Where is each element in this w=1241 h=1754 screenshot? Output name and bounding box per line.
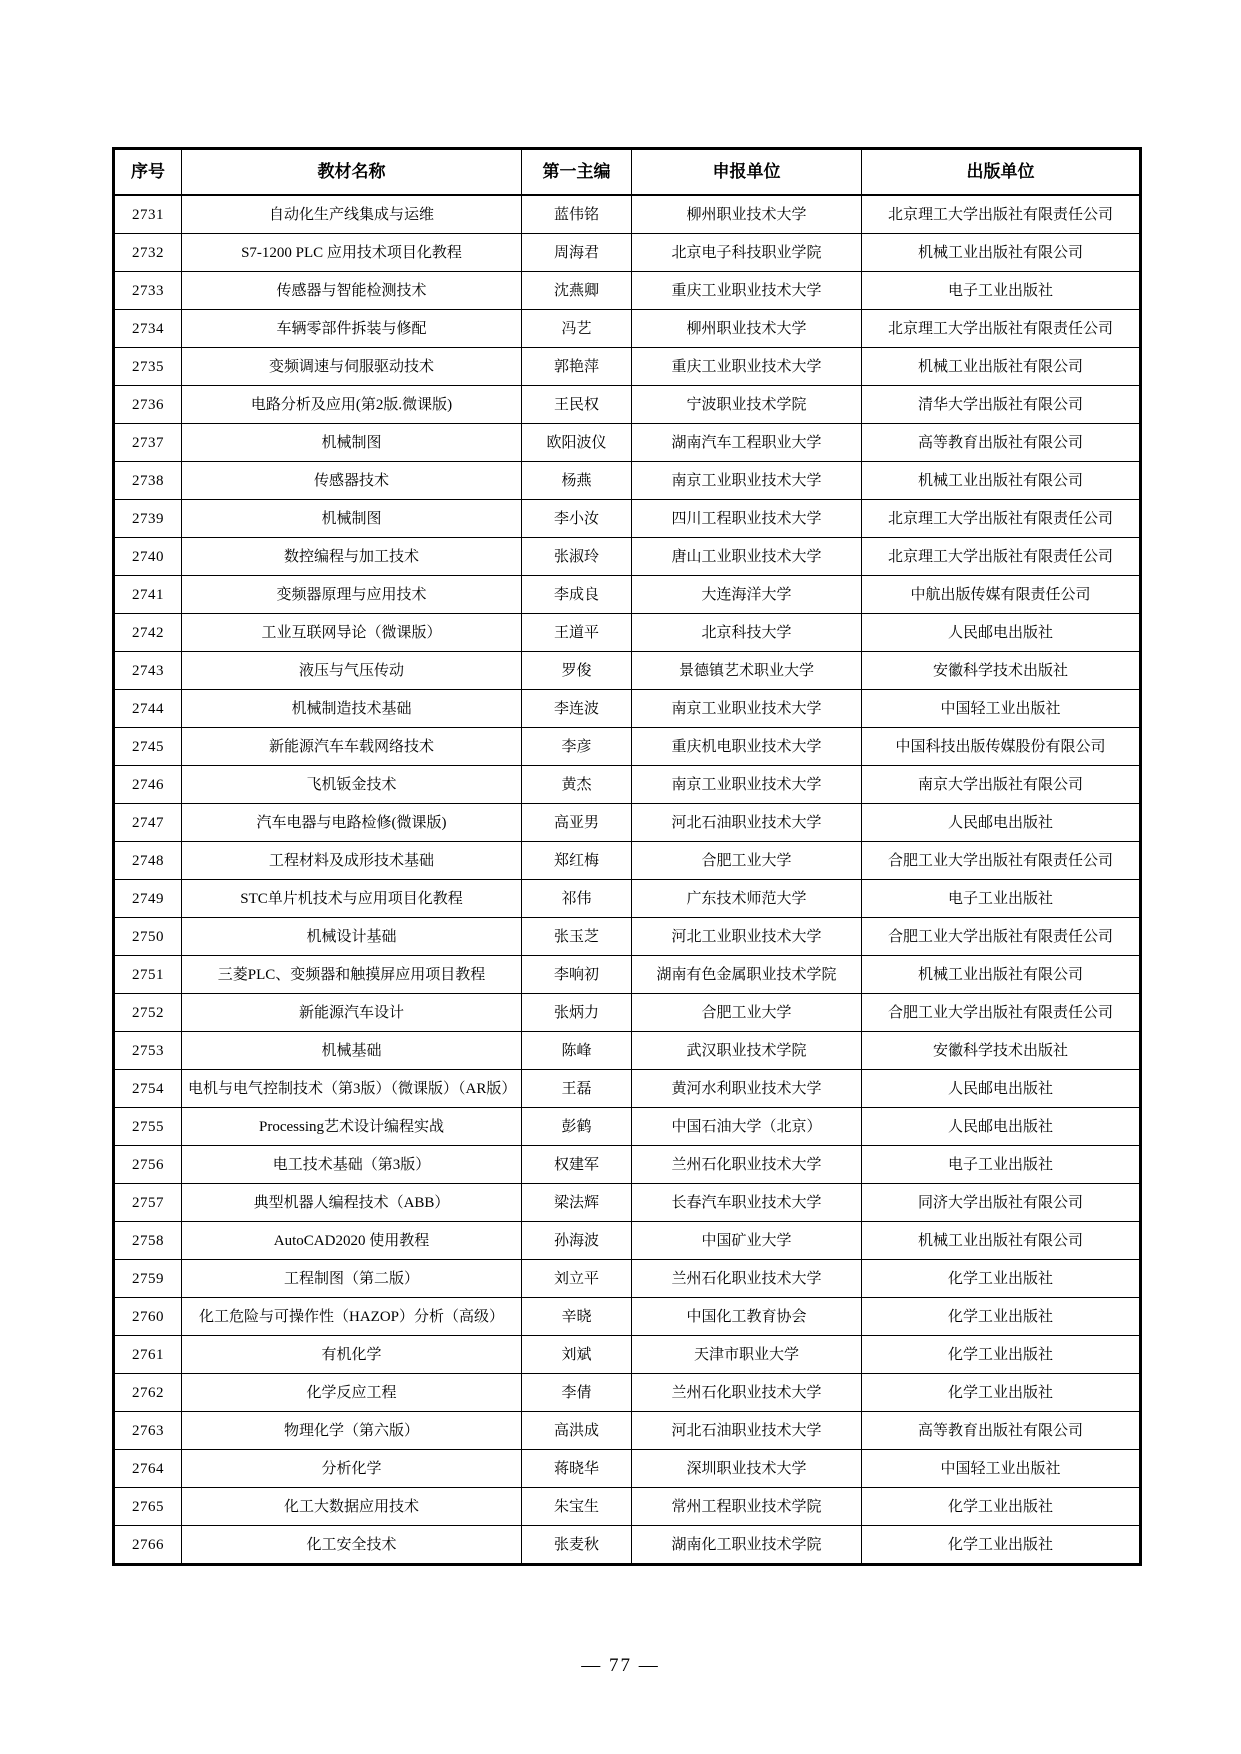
cell-publisher-unit: 中国轻工业出版社 — [862, 1450, 1141, 1488]
cell-first-editor: 蒋晓华 — [522, 1450, 632, 1488]
cell-textbook-name: 传感器与智能检测技术 — [182, 272, 522, 310]
table-row — [114, 500, 1141, 538]
cell-serial-number: 2766 — [114, 1526, 182, 1565]
cell-applicant-unit: 重庆机电职业技术大学 — [632, 728, 862, 766]
table-row — [114, 1298, 1141, 1336]
cell-serial-number: 2756 — [114, 1146, 182, 1184]
table-row — [114, 272, 1141, 310]
column-header-applicant-unit: 申报单位 — [632, 149, 862, 196]
cell-serial-number: 2751 — [114, 956, 182, 994]
cell-serial-number: 2753 — [114, 1032, 182, 1070]
cell-applicant-unit: 大连海洋大学 — [632, 576, 862, 614]
cell-first-editor: 刘立平 — [522, 1260, 632, 1298]
cell-applicant-unit: 湖南化工职业技术学院 — [632, 1526, 862, 1565]
cell-applicant-unit: 柳州职业技术大学 — [632, 310, 862, 348]
table-row — [114, 918, 1141, 956]
cell-publisher-unit: 化学工业出版社 — [862, 1526, 1141, 1565]
cell-serial-number: 2731 — [114, 195, 182, 234]
cell-first-editor: 张麦秋 — [522, 1526, 632, 1565]
cell-first-editor: 欧阳波仪 — [522, 424, 632, 462]
cell-applicant-unit: 河北工业职业技术大学 — [632, 918, 862, 956]
cell-applicant-unit: 北京电子科技职业学院 — [632, 234, 862, 272]
cell-publisher-unit: 北京理工大学出版社有限责任公司 — [862, 310, 1141, 348]
cell-serial-number: 2752 — [114, 994, 182, 1032]
cell-publisher-unit: 人民邮电出版社 — [862, 804, 1141, 842]
cell-textbook-name: 液压与气压传动 — [182, 652, 522, 690]
cell-publisher-unit: 化学工业出版社 — [862, 1488, 1141, 1526]
cell-applicant-unit: 湖南有色金属职业技术学院 — [632, 956, 862, 994]
table-row — [114, 310, 1141, 348]
cell-first-editor: 李小汝 — [522, 500, 632, 538]
cell-textbook-name: 化工大数据应用技术 — [182, 1488, 522, 1526]
cell-serial-number: 2742 — [114, 614, 182, 652]
cell-first-editor: 黄杰 — [522, 766, 632, 804]
table-row — [114, 234, 1141, 272]
cell-serial-number: 2757 — [114, 1184, 182, 1222]
cell-publisher-unit: 北京理工大学出版社有限责任公司 — [862, 500, 1141, 538]
cell-textbook-name: STC单片机技术与应用项目化教程 — [182, 880, 522, 918]
cell-first-editor: 张淑玲 — [522, 538, 632, 576]
cell-textbook-name: 化工危险与可操作性（HAZOP）分析（高级） — [182, 1298, 522, 1336]
cell-applicant-unit: 中国矿业大学 — [632, 1222, 862, 1260]
cell-serial-number: 2744 — [114, 690, 182, 728]
cell-serial-number: 2762 — [114, 1374, 182, 1412]
cell-first-editor: 王磊 — [522, 1070, 632, 1108]
cell-publisher-unit: 机械工业出版社有限公司 — [862, 956, 1141, 994]
cell-applicant-unit: 河北石油职业技术大学 — [632, 1412, 862, 1450]
table-row — [114, 1108, 1141, 1146]
table-header — [114, 149, 1141, 196]
cell-publisher-unit: 人民邮电出版社 — [862, 1108, 1141, 1146]
table-row — [114, 1222, 1141, 1260]
cell-publisher-unit: 高等教育出版社有限公司 — [862, 424, 1141, 462]
cell-publisher-unit: 机械工业出版社有限公司 — [862, 462, 1141, 500]
cell-applicant-unit: 兰州石化职业技术大学 — [632, 1146, 862, 1184]
cell-textbook-name: Processing艺术设计编程实战 — [182, 1108, 522, 1146]
page-number: — 77 — — [581, 1655, 660, 1676]
cell-serial-number: 2732 — [114, 234, 182, 272]
table-row — [114, 1374, 1141, 1412]
table-row — [114, 1488, 1141, 1526]
cell-textbook-name: 自动化生产线集成与运维 — [182, 195, 522, 234]
cell-textbook-name: 新能源汽车设计 — [182, 994, 522, 1032]
cell-textbook-name: 工程材料及成形技术基础 — [182, 842, 522, 880]
cell-textbook-name: 变频调速与伺服驱动技术 — [182, 348, 522, 386]
cell-textbook-name: 变频器原理与应用技术 — [182, 576, 522, 614]
table-row — [114, 195, 1141, 234]
cell-publisher-unit: 合肥工业大学出版社有限责任公司 — [862, 994, 1141, 1032]
cell-serial-number: 2748 — [114, 842, 182, 880]
column-header-first-editor: 第一主编 — [522, 149, 632, 196]
cell-textbook-name: 机械制图 — [182, 500, 522, 538]
table-row — [114, 1260, 1141, 1298]
cell-first-editor: 张玉芝 — [522, 918, 632, 956]
cell-first-editor: 孙海波 — [522, 1222, 632, 1260]
cell-publisher-unit: 北京理工大学出版社有限责任公司 — [862, 538, 1141, 576]
table-row — [114, 728, 1141, 766]
table-row — [114, 576, 1141, 614]
cell-textbook-name: 分析化学 — [182, 1450, 522, 1488]
cell-textbook-name: 传感器技术 — [182, 462, 522, 500]
cell-serial-number: 2761 — [114, 1336, 182, 1374]
cell-publisher-unit: 化学工业出版社 — [862, 1260, 1141, 1298]
table-row — [114, 462, 1141, 500]
cell-applicant-unit: 宁波职业技术学院 — [632, 386, 862, 424]
cell-applicant-unit: 柳州职业技术大学 — [632, 195, 862, 234]
table-row — [114, 348, 1141, 386]
cell-serial-number: 2764 — [114, 1450, 182, 1488]
table-row — [114, 652, 1141, 690]
cell-publisher-unit: 合肥工业大学出版社有限责任公司 — [862, 842, 1141, 880]
cell-textbook-name: 工程制图（第二版） — [182, 1260, 522, 1298]
cell-textbook-name: 飞机钣金技术 — [182, 766, 522, 804]
cell-first-editor: 梁法辉 — [522, 1184, 632, 1222]
cell-publisher-unit: 机械工业出版社有限公司 — [862, 1222, 1141, 1260]
cell-first-editor: 罗俊 — [522, 652, 632, 690]
cell-applicant-unit: 天津市职业大学 — [632, 1336, 862, 1374]
table-row — [114, 1526, 1141, 1565]
cell-serial-number: 2747 — [114, 804, 182, 842]
cell-textbook-name: 机械制造技术基础 — [182, 690, 522, 728]
cell-publisher-unit: 化学工业出版社 — [862, 1298, 1141, 1336]
cell-serial-number: 2746 — [114, 766, 182, 804]
cell-first-editor: 张炳力 — [522, 994, 632, 1032]
cell-applicant-unit: 四川工程职业技术大学 — [632, 500, 862, 538]
cell-applicant-unit: 中国石油大学（北京） — [632, 1108, 862, 1146]
cell-textbook-name: 电工技术基础（第3版） — [182, 1146, 522, 1184]
cell-first-editor: 冯艺 — [522, 310, 632, 348]
cell-serial-number: 2759 — [114, 1260, 182, 1298]
table-row — [114, 1146, 1141, 1184]
table-row — [114, 1032, 1141, 1070]
cell-applicant-unit: 兰州石化职业技术大学 — [632, 1374, 862, 1412]
cell-publisher-unit: 人民邮电出版社 — [862, 614, 1141, 652]
cell-serial-number: 2743 — [114, 652, 182, 690]
cell-textbook-name: 有机化学 — [182, 1336, 522, 1374]
cell-first-editor: 高亚男 — [522, 804, 632, 842]
cell-serial-number: 2758 — [114, 1222, 182, 1260]
cell-applicant-unit: 重庆工业职业技术大学 — [632, 272, 862, 310]
cell-publisher-unit: 合肥工业大学出版社有限责任公司 — [862, 918, 1141, 956]
cell-applicant-unit: 长春汽车职业技术大学 — [632, 1184, 862, 1222]
cell-serial-number: 2736 — [114, 386, 182, 424]
cell-publisher-unit: 北京理工大学出版社有限责任公司 — [862, 195, 1141, 234]
table-row — [114, 804, 1141, 842]
cell-first-editor: 彭鹤 — [522, 1108, 632, 1146]
cell-publisher-unit: 人民邮电出版社 — [862, 1070, 1141, 1108]
cell-publisher-unit: 安徽科学技术出版社 — [862, 652, 1141, 690]
cell-publisher-unit: 电子工业出版社 — [862, 1146, 1141, 1184]
column-header-serial: 序号 — [114, 149, 182, 196]
cell-first-editor: 权建军 — [522, 1146, 632, 1184]
cell-serial-number: 2750 — [114, 918, 182, 956]
cell-publisher-unit: 中国科技出版传媒股份有限公司 — [862, 728, 1141, 766]
cell-textbook-name: 电机与电气控制技术（第3版）（微课版）（AR版） — [182, 1070, 522, 1108]
cell-serial-number: 2737 — [114, 424, 182, 462]
cell-first-editor: 蓝伟铭 — [522, 195, 632, 234]
cell-publisher-unit: 电子工业出版社 — [862, 272, 1141, 310]
cell-first-editor: 李彦 — [522, 728, 632, 766]
cell-textbook-name: 车辆零部件拆装与修配 — [182, 310, 522, 348]
cell-serial-number: 2740 — [114, 538, 182, 576]
cell-textbook-name: 机械制图 — [182, 424, 522, 462]
cell-publisher-unit: 清华大学出版社有限公司 — [862, 386, 1141, 424]
column-header-textbook-name: 教材名称 — [182, 149, 522, 196]
cell-textbook-name: 三菱PLC、变频器和触摸屏应用项目教程 — [182, 956, 522, 994]
cell-applicant-unit: 重庆工业职业技术大学 — [632, 348, 862, 386]
cell-serial-number: 2765 — [114, 1488, 182, 1526]
cell-applicant-unit: 黄河水利职业技术大学 — [632, 1070, 862, 1108]
table-row — [114, 614, 1141, 652]
table-row — [114, 1450, 1141, 1488]
cell-applicant-unit: 南京工业职业技术大学 — [632, 766, 862, 804]
cell-serial-number: 2733 — [114, 272, 182, 310]
cell-serial-number: 2735 — [114, 348, 182, 386]
cell-serial-number: 2760 — [114, 1298, 182, 1336]
table-row — [114, 1336, 1141, 1374]
cell-textbook-name: 数控编程与加工技术 — [182, 538, 522, 576]
cell-first-editor: 李倩 — [522, 1374, 632, 1412]
cell-applicant-unit: 兰州石化职业技术大学 — [632, 1260, 862, 1298]
cell-publisher-unit: 化学工业出版社 — [862, 1374, 1141, 1412]
cell-publisher-unit: 电子工业出版社 — [862, 880, 1141, 918]
table-row — [114, 386, 1141, 424]
cell-textbook-name: S7-1200 PLC 应用技术项目化教程 — [182, 234, 522, 272]
cell-publisher-unit: 安徽科学技术出版社 — [862, 1032, 1141, 1070]
table-row — [114, 690, 1141, 728]
cell-first-editor: 王道平 — [522, 614, 632, 652]
cell-serial-number: 2754 — [114, 1070, 182, 1108]
table-row — [114, 424, 1141, 462]
cell-applicant-unit: 广东技术师范大学 — [632, 880, 862, 918]
cell-applicant-unit: 唐山工业职业技术大学 — [632, 538, 862, 576]
table-row — [114, 1412, 1141, 1450]
cell-applicant-unit: 南京工业职业技术大学 — [632, 462, 862, 500]
cell-textbook-name: 典型机器人编程技术（ABB） — [182, 1184, 522, 1222]
cell-publisher-unit: 中航出版传媒有限责任公司 — [862, 576, 1141, 614]
cell-serial-number: 2738 — [114, 462, 182, 500]
cell-first-editor: 郑红梅 — [522, 842, 632, 880]
cell-applicant-unit: 湖南汽车工程职业大学 — [632, 424, 862, 462]
cell-first-editor: 李连波 — [522, 690, 632, 728]
cell-applicant-unit: 北京科技大学 — [632, 614, 862, 652]
cell-textbook-name: 工业互联网导论（微课版） — [182, 614, 522, 652]
table-header-row — [114, 149, 1141, 196]
cell-serial-number: 2763 — [114, 1412, 182, 1450]
cell-serial-number: 2734 — [114, 310, 182, 348]
cell-textbook-name: 化学反应工程 — [182, 1374, 522, 1412]
cell-applicant-unit: 合肥工业大学 — [632, 842, 862, 880]
cell-applicant-unit: 南京工业职业技术大学 — [632, 690, 862, 728]
cell-textbook-name: 机械基础 — [182, 1032, 522, 1070]
cell-publisher-unit: 化学工业出版社 — [862, 1336, 1141, 1374]
cell-publisher-unit: 中国轻工业出版社 — [862, 690, 1141, 728]
table-row — [114, 956, 1141, 994]
cell-first-editor: 刘斌 — [522, 1336, 632, 1374]
table-row — [114, 1070, 1141, 1108]
table-row — [114, 994, 1141, 1032]
cell-serial-number: 2749 — [114, 880, 182, 918]
cell-textbook-name: 机械设计基础 — [182, 918, 522, 956]
cell-first-editor: 祁伟 — [522, 880, 632, 918]
cell-applicant-unit: 常州工程职业技术学院 — [632, 1488, 862, 1526]
cell-first-editor: 陈峰 — [522, 1032, 632, 1070]
table-row — [114, 1184, 1141, 1222]
table-row — [114, 842, 1141, 880]
cell-applicant-unit: 武汉职业技术学院 — [632, 1032, 862, 1070]
cell-first-editor: 周海君 — [522, 234, 632, 272]
textbook-list-table — [112, 147, 1142, 1566]
cell-textbook-name: 电路分析及应用(第2版.微课版) — [182, 386, 522, 424]
table-row — [114, 880, 1141, 918]
cell-applicant-unit: 河北石油职业技术大学 — [632, 804, 862, 842]
cell-textbook-name: 新能源汽车车载网络技术 — [182, 728, 522, 766]
table-row — [114, 538, 1141, 576]
cell-first-editor: 沈燕卿 — [522, 272, 632, 310]
cell-first-editor: 辛晓 — [522, 1298, 632, 1336]
table-body — [114, 195, 1141, 1565]
cell-publisher-unit: 机械工业出版社有限公司 — [862, 234, 1141, 272]
column-header-publisher-unit: 出版单位 — [862, 149, 1141, 196]
cell-first-editor: 朱宝生 — [522, 1488, 632, 1526]
cell-publisher-unit: 高等教育出版社有限公司 — [862, 1412, 1141, 1450]
cell-first-editor: 高洪成 — [522, 1412, 632, 1450]
cell-serial-number: 2745 — [114, 728, 182, 766]
cell-publisher-unit: 南京大学出版社有限公司 — [862, 766, 1141, 804]
cell-applicant-unit: 景德镇艺术职业大学 — [632, 652, 862, 690]
cell-first-editor: 李响初 — [522, 956, 632, 994]
cell-textbook-name: AutoCAD2020 使用教程 — [182, 1222, 522, 1260]
cell-first-editor: 杨燕 — [522, 462, 632, 500]
table-row — [114, 766, 1141, 804]
cell-textbook-name: 物理化学（第六版） — [182, 1412, 522, 1450]
cell-serial-number: 2739 — [114, 500, 182, 538]
cell-first-editor: 王民权 — [522, 386, 632, 424]
cell-first-editor: 李成良 — [522, 576, 632, 614]
cell-publisher-unit: 同济大学出版社有限公司 — [862, 1184, 1141, 1222]
cell-applicant-unit: 深圳职业技术大学 — [632, 1450, 862, 1488]
cell-textbook-name: 汽车电器与电路检修(微课版) — [182, 804, 522, 842]
cell-publisher-unit: 机械工业出版社有限公司 — [862, 348, 1141, 386]
cell-applicant-unit: 合肥工业大学 — [632, 994, 862, 1032]
cell-serial-number: 2755 — [114, 1108, 182, 1146]
cell-serial-number: 2741 — [114, 576, 182, 614]
cell-applicant-unit: 中国化工教育协会 — [632, 1298, 862, 1336]
cell-first-editor: 郭艳萍 — [522, 348, 632, 386]
cell-textbook-name: 化工安全技术 — [182, 1526, 522, 1565]
